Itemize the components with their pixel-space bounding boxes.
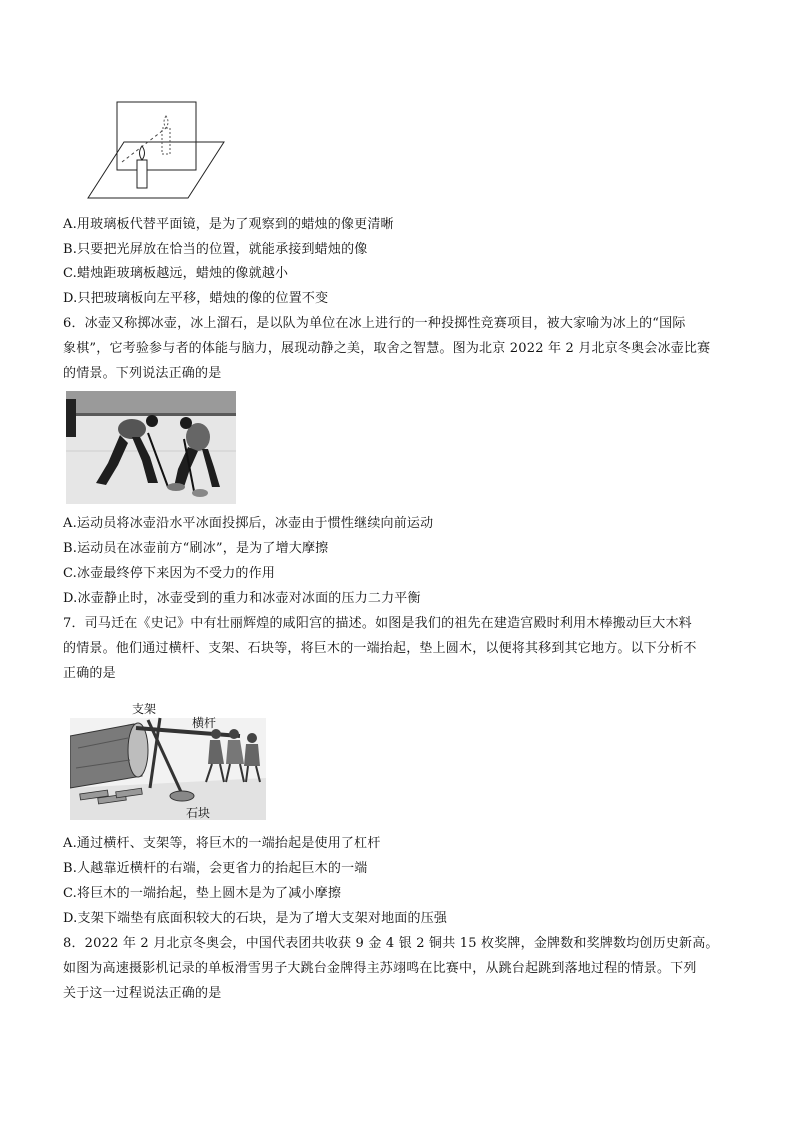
q6-option-d: D.冰壶静止时，冰壶受到的重力和冰壶对冰面的压力二力平衡 [63,591,421,606]
q5-option-a: A.用玻璃板代替平面镜，是为了观察到的蜡烛的像更清晰 [63,217,394,232]
q6-stem-line-1: 6．冰壶又称掷冰壶，冰上溜石，是以队为单位在冰上进行的一种投掷性竞赛项目，被大家喻为冰上的“国际 [63,316,686,331]
q7-option-d: D.支架下端垫有底面积较大的石块，是为了增大支架对地面的压强 [63,911,448,926]
q7-stem-line-2: 的情景。他们通过横杆、支架、石块等，将巨木的一端抬起，垫上圆木，以便将其移到其它地方。以下分析不 [63,641,697,656]
stone-label: 石块 [186,806,211,820]
q6-option-c: C.冰壶最终停下来因为不受力的作用 [63,566,276,581]
support-label: 支架 [132,702,157,716]
q6-stem-line-2: 象棋”，它考验参与者的体能与脑力，展现动静之美，取舍之智慧。图为北京 2022 年 2 月北京冬奥会冰壶比赛 [63,341,711,356]
q6-option-a: A.运动员将冰壶沿水平冰面投掷后，冰壶由于惯性继续向前运动 [63,516,434,531]
q5-option-d: D.只把玻璃板向左平移，蜡烛的像的位置不变 [63,291,329,306]
q8-stem-line-3: 关于这一过程说法正确的是 [63,986,222,1001]
q7-option-c: C.将巨木的一端抬起，垫上圆木是为了减小摩擦 [63,886,342,901]
curling-photo [66,391,236,504]
mirror-candle-figure [86,100,228,202]
q5-option-b: B.只要把光屏放在恰当的位置，就能承接到蜡烛的像 [63,242,368,257]
q7-option-a: A.通过横杆、支架等，将巨木的一端抬起是使用了杠杆 [63,836,381,851]
q7-stem-line-3: 正确的是 [63,666,116,681]
lever-label: 横杆 [192,716,217,730]
q7-stem-line-1: 7．司马迁在《史记》中有壮丽辉煌的咸阳宫的描述。如图是我们的祖先在建造宫殿时利用木棒搬动巨大木料 [63,616,692,631]
q5-option-c: C.蜡烛距玻璃板越远，蜡烛的像就越小 [63,266,289,281]
q8-stem-line-2: 如图为高速摄影机记录的单板滑雪男子大跳台金牌得主苏翊鸣在比赛中，从跳台起跳到落地过程的情景。下列 [63,961,697,976]
q6-option-b: B.运动员在冰壶前方“刷冰”，是为了增大摩擦 [63,541,329,556]
q6-stem-line-3: 的情景。下列说法正确的是 [63,366,222,381]
q7-option-b: B.人越靠近横杆的右端，会更省力的抬起巨木的一端 [63,861,368,876]
lever-log-figure [70,698,266,822]
q8-stem-line-1: 8．2022 年 2 月北京冬奥会，中国代表团共收获 9 金 4 银 2 铜共 15 枚奖牌，金牌数和奖牌数均创历史新高。 [63,936,719,951]
